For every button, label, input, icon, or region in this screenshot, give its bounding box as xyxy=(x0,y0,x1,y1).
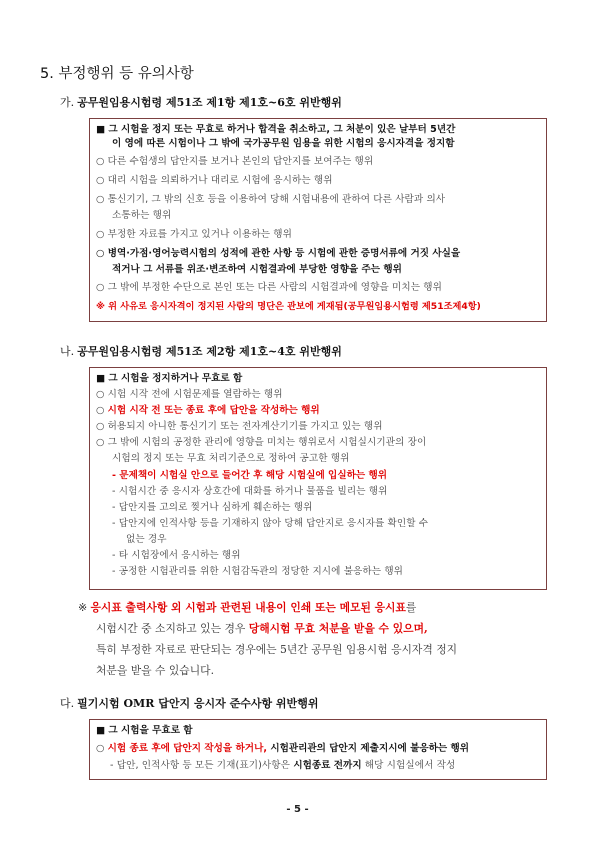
note-mark: ※ xyxy=(78,601,88,614)
note-line1-red: 응시표 출력사항 외 시험과 관련된 내용이 인쇄 또는 메모된 응시표 xyxy=(90,601,406,614)
box-b-sub5: - 타 시험장에서 응시하는 행위 xyxy=(112,550,241,561)
violation-box-c xyxy=(89,719,547,780)
note-line2-red: 당해시험 무효 처분을 받을 수 있으며, xyxy=(248,622,428,635)
box-b-item2 xyxy=(96,405,320,417)
box-c-item1-red: 시험 종료 후에 답안지 작성을 하거나, xyxy=(107,743,267,754)
violation-box-b xyxy=(89,367,547,590)
note-line2 xyxy=(96,619,428,639)
box-b-item1: ○ 시험 시작 전에 시험문제를 열람하는 행위 xyxy=(96,389,283,400)
box-a-item3b: 소통하는 행위 xyxy=(112,210,172,221)
note-line2-pre: 시험시간 중 소지하고 있는 경우 xyxy=(96,622,246,635)
box-a-footnote: ※ 위 사유로 응시자격이 정지된 사람의 명단은 관보에 게재됨(공무원임용시험령 제51조제4항) xyxy=(96,301,481,312)
box-b-item3: ○ 허용되지 아니한 통신기기 또는 전자계산기기를 가지고 있는 행위 xyxy=(96,421,383,432)
note-line4: 처분을 받을 수 있습니다. xyxy=(96,664,215,677)
box-c-item1-mark: ○ xyxy=(96,743,108,754)
box-b-item4a: ○ 그 밖에 시험의 공정한 관리에 영향을 미치는 행위로서 시험실시기관의 장이 xyxy=(96,437,427,448)
section-title: 5. 부정행위 등 유의사항 xyxy=(40,66,194,82)
subsection-a-title xyxy=(60,94,342,110)
box-c-sub1-pre: - 답안, 인적사항 등 모든 기재(표기)사항은 xyxy=(110,760,291,771)
box-b-head: ■ 그 시험을 정지하거나 무효로 함 xyxy=(96,373,243,384)
violation-box-a xyxy=(89,118,547,322)
note-line3: 특히 부정한 자료로 판단되는 경우에는 5년간 공무원 임용시험 응시자격 정지 xyxy=(96,643,458,656)
box-a-item3a: ○ 통신기기, 그 밖의 신호 등을 이용하여 당해 시험내용에 관하여 다른 사람과 의사 xyxy=(96,194,446,205)
box-c-head: ■ 그 시험을 무효로 함 xyxy=(96,725,193,736)
note-line1-tail: 를 xyxy=(405,601,417,614)
subsection-b-title xyxy=(60,343,342,359)
box-c-sub1-bold: 시험종료 전까지 xyxy=(290,760,362,771)
box-a-item4: ○ 부정한 자료를 가지고 있거나 이용하는 행위 xyxy=(96,229,292,240)
note-line1 xyxy=(78,598,416,618)
subsection-b-heading: 공무원임용시험령 제51조 제2항 제1호~4호 위반행위 xyxy=(77,345,342,358)
box-a-item1: ○ 다른 수험생의 답안지를 보거나 본인의 답안지를 보여주는 행위 xyxy=(96,156,374,167)
subsection-a-heading: 공무원임용시험령 제51조 제1항 제1호~6호 위반행위 xyxy=(77,96,342,109)
box-c-sub1 xyxy=(110,760,455,772)
box-a-head-line1: ■ 그 시험을 정지 또는 무효로 하거나 합격을 취소하고, 그 처분이 있은 날부터 5년간 xyxy=(96,124,456,135)
box-c-sub1-tail: 해당 시험실에서 작성 xyxy=(361,760,456,771)
box-c-item1-bold: 시험관리관의 답안지 제출지시에 불응하는 행위 xyxy=(266,743,470,754)
box-c-item1 xyxy=(96,743,469,755)
box-b-sub4b: 없는 경우 xyxy=(126,534,167,545)
box-b-item2-text: 시험 시작 전 또는 종료 후에 답안을 작성하는 행위 xyxy=(107,405,320,416)
subsection-c-label: 다. xyxy=(60,697,75,710)
box-a-item5a: ○ 병역·가점·영어능력시험의 성적에 관한 사항 등 시험에 관한 증명서류에 거짓 사실을 xyxy=(96,248,461,259)
box-b-sub2: - 시험시간 중 응시자 상호간에 대화를 하거나 물품을 빌리는 행위 xyxy=(112,486,388,497)
subsection-c-title xyxy=(60,695,318,711)
subsection-a-label: 가. xyxy=(60,96,75,109)
box-b-sub1: - 문제책이 시험실 안으로 들어간 후 해당 시험실에 입실하는 행위 xyxy=(112,470,387,481)
box-a-item5b: 적거나 그 서류를 위조·변조하여 시험결과에 부당한 영향을 주는 행위 xyxy=(112,264,402,275)
subsection-b-label: 나. xyxy=(60,345,75,358)
box-a-item6: ○ 그 밖에 부정한 수단으로 본인 또는 다른 사람의 시험결과에 영향을 미치는 행위 xyxy=(96,282,443,293)
box-a-head-line2: 이 영에 따른 시험이나 그 밖에 국가공무원 임용을 위한 시험의 응시자격을 정지함 xyxy=(112,138,455,149)
box-b-item4b: 시험의 정지 또는 무효 처리기준으로 정하여 공고한 행위 xyxy=(112,453,350,464)
subsection-c-heading: 필기시험 OMR 답안지 응시자 준수사항 위반행위 xyxy=(77,697,319,710)
box-a-item2: ○ 대리 시험을 의뢰하거나 대리로 시험에 응시하는 행위 xyxy=(96,175,333,186)
box-b-sub6: - 공정한 시험관리를 위한 시험감독관의 정당한 지시에 불응하는 행위 xyxy=(112,566,404,577)
box-b-sub3: - 답안지를 고의로 찢거나 심하게 훼손하는 행위 xyxy=(112,502,313,513)
box-b-item2-mark: ○ xyxy=(96,405,108,416)
page-number: - 5 - xyxy=(286,804,309,815)
box-b-sub4a: - 답안지에 인적사항 등을 기재하지 않아 당해 답안지로 응시자를 확인할 수 xyxy=(112,518,429,529)
